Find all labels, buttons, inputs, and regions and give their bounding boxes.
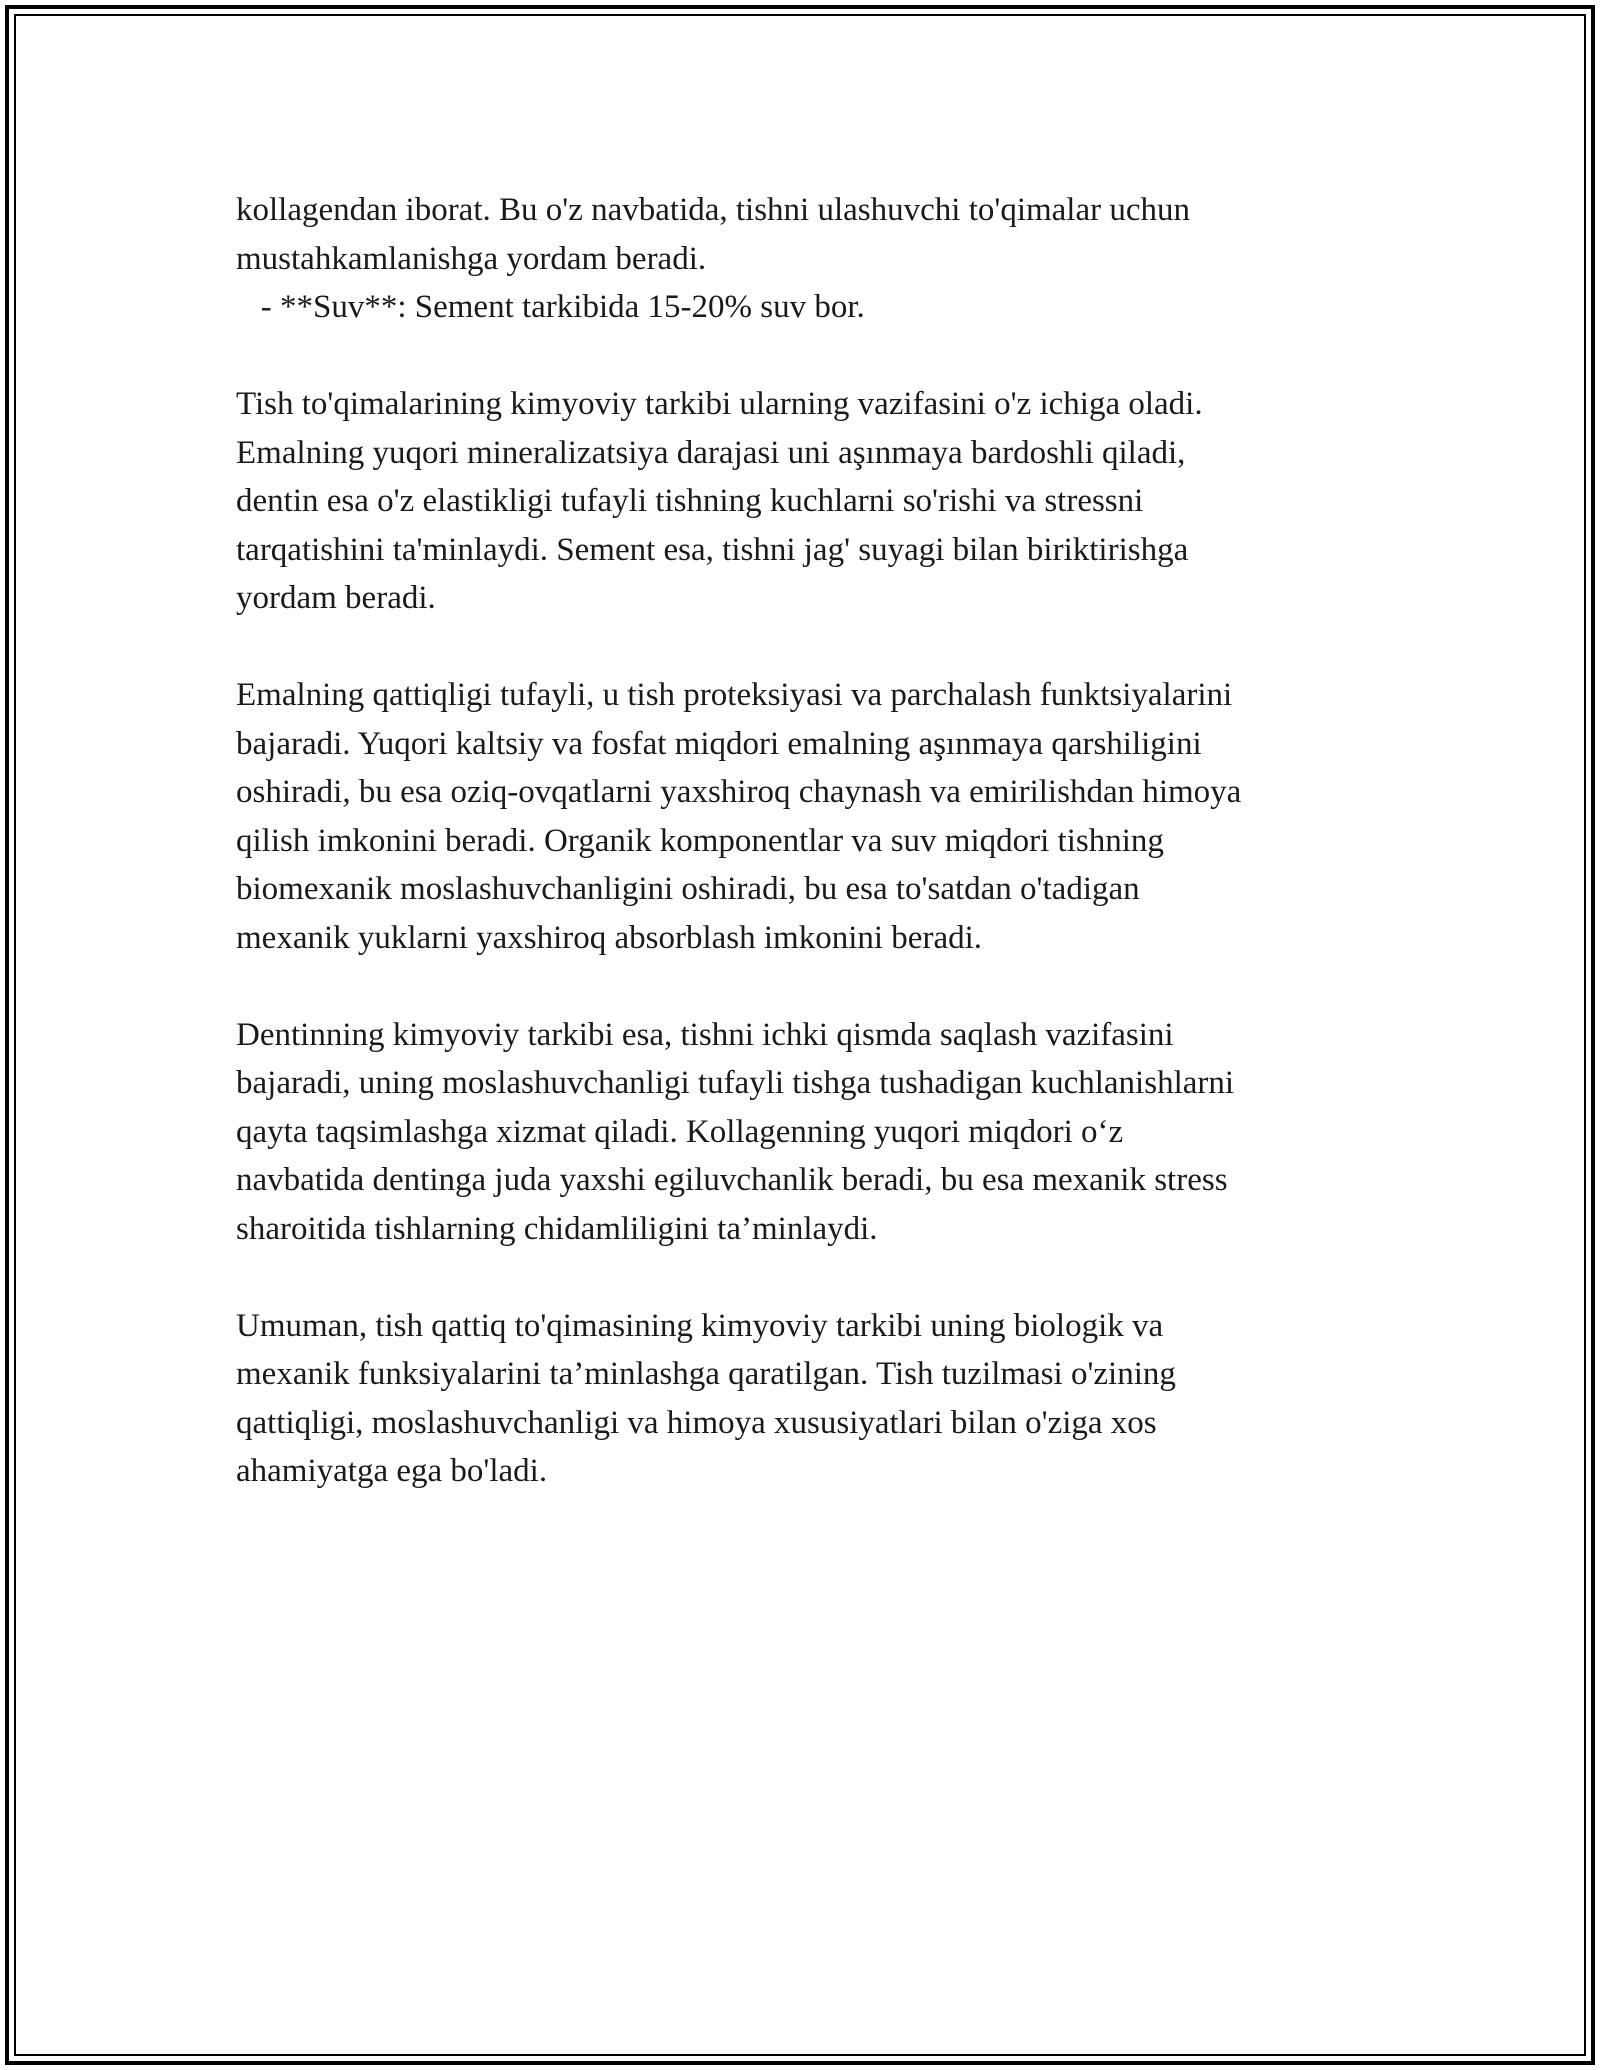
text-line: Umuman, tish qattiq to'qimasining kimyoviy tarkibi uning biologik va <box>236 1307 1164 1344</box>
text-line: yordam beradi. <box>236 580 436 616</box>
paragraph-4 <box>236 1011 1366 1254</box>
text-line: Tish to'qimalarining kimyoviy tarkibi ularning vazifasini o'z ichiga oladi. <box>236 386 1203 422</box>
text-line: Emalning yuqori mineralizatsiya darajasi uni aşınmaya bardoshli qiladi, <box>236 434 1186 471</box>
text-line: oshiradi, bu esa oziq-ovqatlarni yaxshiroq chaynash va emirilishdan himoya <box>236 774 1242 810</box>
text-line: biomexanik moslashuvchanligini oshiradi, bu esa to'satdan o'tadigan <box>236 871 1140 907</box>
text-line: Emalning qattiqligi tufayli, u tish proteksiyasi va parchalash funktsiyalarini <box>236 677 1233 713</box>
paragraph-1 <box>236 186 1366 332</box>
text-line: - **Suv**: Sement tarkibida 15-20% suv bor. <box>236 289 865 325</box>
paragraph-3 <box>236 671 1366 962</box>
text-line: bajaradi. Yuqori kaltsiy va fosfat miqdori emalning aşınmaya qarshiligini <box>236 725 1202 762</box>
text-line: tarqatishini ta'minlaydi. Sement esa, tishni jag' suyagi bilan biriktirishga <box>236 531 1189 568</box>
text-line: bajaradi, uning moslashuvchanligi tufayli tishga tushadigan kuchlanishlarni <box>236 1065 1235 1101</box>
text-line: sharoitida tishlarning chidamliligini ta’minlaydi. <box>236 1210 878 1247</box>
paragraph-5 <box>236 1302 1366 1496</box>
text-line: dentin esa o'z elastikligi tufayli tishning kuchlarni so'rishi va stressni <box>236 483 1144 519</box>
text-line: qilish imkonini beradi. Organik komponentlar va suv miqdori tishning <box>236 822 1164 859</box>
text-line: mexanik yuklarni yaxshiroq absorblash imkonini beradi. <box>236 919 983 956</box>
document-body <box>236 186 1366 1544</box>
text-line: navbatida dentinga juda yaxshi egiluvchanlik beradi, bu esa mexanik stress <box>236 1162 1228 1198</box>
paragraph-2 <box>236 380 1366 623</box>
text-line: mustahkamlanishga yordam beradi. <box>236 240 707 277</box>
text-line: qattiqligi, moslashuvchanligi va himoya xususiyatlari bilan o'ziga xos <box>236 1404 1157 1441</box>
text-line: mexanik funksiyalarini ta’minlashga qaratilgan. Tish tuzilmasi o'zining <box>236 1356 1176 1392</box>
text-line: qayta taqsimlashga xizmat qiladi. Kollagenning yuqori miqdori o‘z <box>236 1113 1124 1150</box>
text-line: ahamiyatga ega bo'ladi. <box>236 1453 548 1489</box>
text-line: Dentinning kimyoviy tarkibi esa, tishni ichki qismda saqlash vazifasini <box>236 1016 1174 1053</box>
text-line: kollagendan iborat. Bu o'z navbatida, tishni ulashuvchi to'qimalar uchun <box>236 192 1191 228</box>
